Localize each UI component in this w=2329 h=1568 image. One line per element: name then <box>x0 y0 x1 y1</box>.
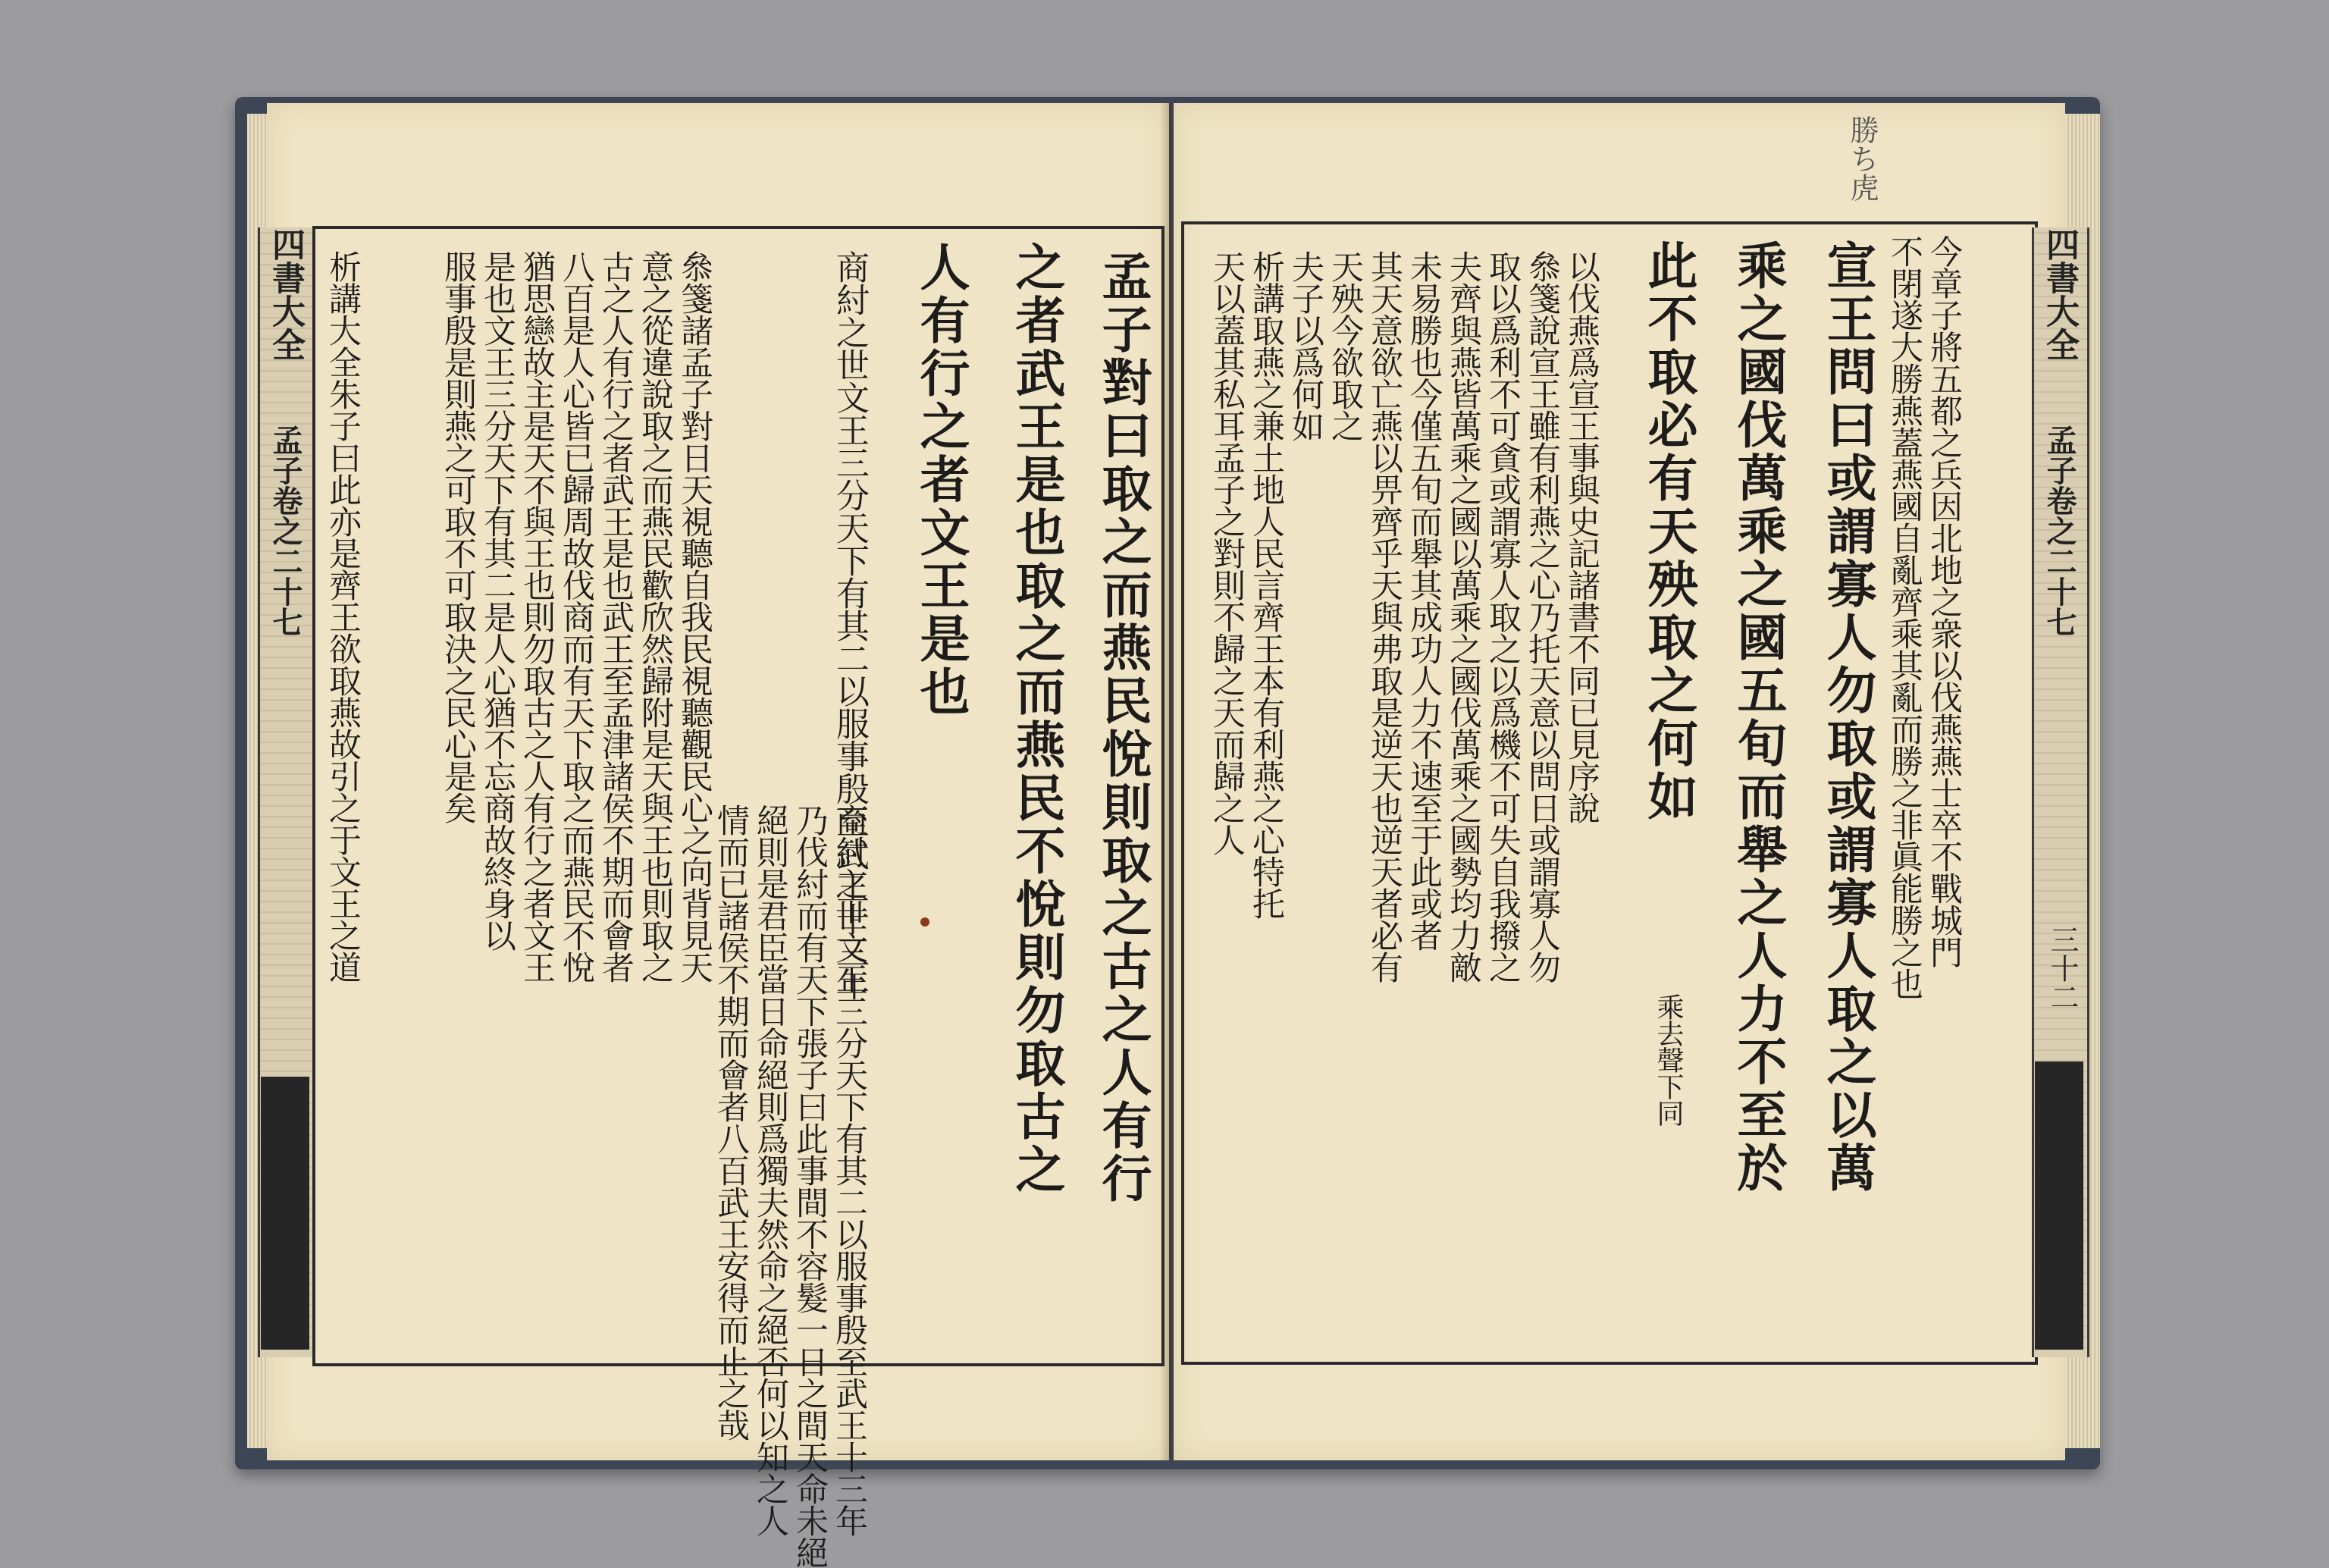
right-commentary-col-2: 不閉遂大勝燕蓋燕國自亂齊乘其亂而勝之非眞能勝之也 <box>1885 235 1923 999</box>
left-commentary-col-2: 乃伐紂而有天下張子曰此事間不容髮一日之間天命未絕 <box>791 804 829 1568</box>
left-fishtail-mark <box>261 1077 309 1350</box>
handwritten-note: 勝ち虎 <box>1845 115 1879 202</box>
left-header-volume: 孟子卷之二十七 <box>268 425 303 637</box>
left-commentary-col-11: 服事殷是則燕之可取不可取決之民心是矣 <box>439 250 477 823</box>
right-header-label: 四書大全 <box>2040 227 2079 361</box>
left-commentary-col-9: 猶思戀故主是天不與王也則勿取古之人有行之者文王 <box>518 250 556 983</box>
right-annotation: 乘去聲下同 <box>1653 993 1684 1126</box>
left-main-col-1: 孟子對曰取之而燕民悅則取之古之人有行 <box>1093 250 1152 1206</box>
left-commentary-col-7: 古之人有行之者武王是也武王至孟津諸侯不期而會者 <box>597 250 635 983</box>
right-commentary-col-4: 叅箋說宣王雖有利燕之心乃托天意以問日或謂寡人勿 <box>1523 250 1561 983</box>
left-main-col-3: 人有行之者文王是也 <box>911 241 970 719</box>
right-commentary-col-8: 其天意欲亡燕以畀齊乎天與弗取是逆天也逆天者必有 <box>1365 250 1403 983</box>
left-main-col-2: 之者武王是也取之而燕民不悅則勿取古之 <box>1007 241 1066 1196</box>
page-number: 三十二 <box>2045 925 2079 1011</box>
right-commentary-col-9: 天殃今欲取之 <box>1326 250 1364 441</box>
left-commentary-col-5: 叅箋諸孟子對日天視聽自我民視聽觀民心之向背見天 <box>676 250 713 983</box>
right-main-col-3: 此不取必有天殃取之何如 <box>1639 240 1698 823</box>
right-commentary-col-3: 以伐燕爲宣王事與史記諸書不同已見序說 <box>1563 250 1600 823</box>
right-commentary-col-11: 析講取燕之兼土地人民言齊王本有利燕之心特托 <box>1247 250 1285 919</box>
right-commentary-col-12: 天以蓋其私耳孟子之對則不歸之天而歸之人 <box>1208 250 1246 855</box>
right-commentary-col-10: 夫子以爲何如 <box>1287 250 1324 441</box>
left-header-label: 四書大全 <box>266 227 305 361</box>
left-commentary-col-12: 析講大全朱子曰此亦是齊王欲取燕故引之于文王之道 <box>324 250 362 983</box>
right-commentary-col-5: 取以爲利不可貪或謂寡人取之以爲機不可失自我撥之 <box>1484 250 1522 983</box>
left-commentary-col-10: 是也文王三分天下有其二是人心猶不忘商故終身以 <box>478 250 516 951</box>
left-commentary-col-1a: 商紂之世文王三分天下有其二以服事殷至武王十三年 <box>830 250 869 1000</box>
left-commentary-col-4: 情而已諸侯不期而會者八百武王安得而止之哉 <box>712 804 750 1441</box>
right-header-volume: 孟子卷之二十七 <box>2042 425 2077 637</box>
right-main-col-2: 乘之國伐萬乘之國五旬而舉之人力不至於 <box>1729 240 1788 1195</box>
left-commentary-col-3: 絕則是君臣當日命絕則爲獨夫然命之絕否何以知之人 <box>751 804 789 1536</box>
right-commentary-col-6: 夫齊與燕皆萬乘之國以萬乘之國伐萬乘之國勢均力敵 <box>1444 250 1482 983</box>
right-fishtail-mark <box>2035 1062 2083 1350</box>
left-commentary-col-1: 商紂之世文王三分天下有其二以服事殷至武王十三年 <box>830 804 868 1536</box>
right-commentary-col-1: 今章子將五都之兵因北地之衆以伐燕燕士卒不戰城門 <box>1925 235 1963 967</box>
right-main-col-1: 宣王問曰或謂寡人勿取或謂寡人取之以萬 <box>1818 240 1877 1195</box>
right-commentary-col-7: 未易勝也今僅五旬而舉其成功人力不速至于此或者 <box>1405 250 1443 951</box>
left-commentary-col-6: 意之從違說取之而燕民歡欣然歸附是天與王也則取之 <box>636 250 674 983</box>
ink-spot <box>920 917 929 927</box>
left-commentary-col-8: 八百是人心皆已歸周故伐商而有天下取之而燕民不悅 <box>557 250 595 983</box>
